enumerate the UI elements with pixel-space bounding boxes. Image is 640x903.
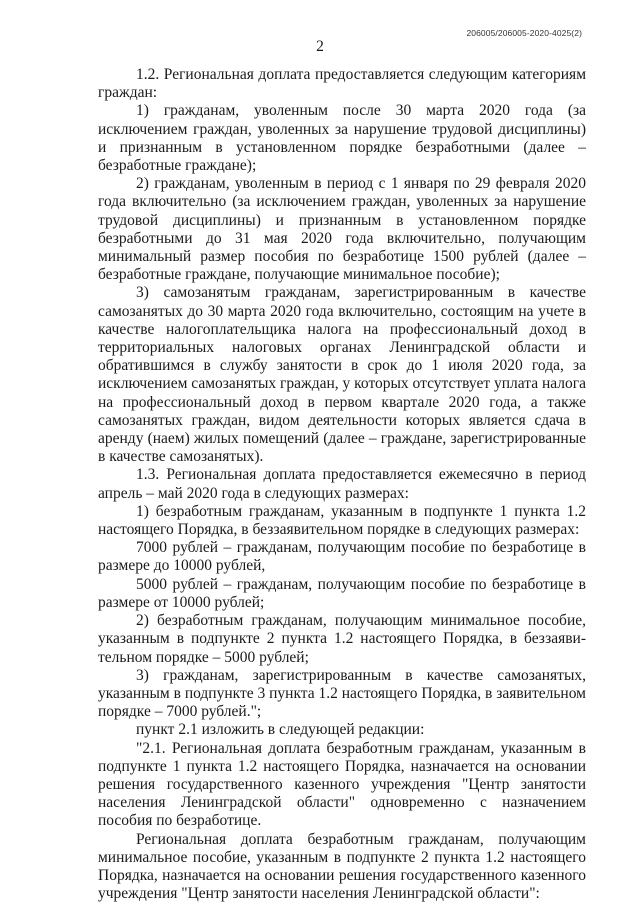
paragraph-amount-7000: 7000 рублей – гражданам, получающим пособие по безработице в размере до 10000 рублей, xyxy=(98,539,586,575)
paragraph-amendment-intro: пункт 2.1 изложить в следующей редакции: xyxy=(136,721,425,739)
paragraph-1-2-item-2: 2) гражданам, уволенным в период с 1 января по 29 февраля 2020 года включительно (за исключением граждан, уволенных за нарушение трудовой дисциплины) и признанным в установленном порядке безработными до 31 мая 2020 года включительно, получающим минимальный размер пособия по безработице 1500 рублей (далее – безработные граждане, получающие минимальное пособие); xyxy=(98,175,586,284)
paragraph-1-2-item-1: 1) гражданам, уволенным после 30 марта 2020 года (за исключением граждан, уволенных за нарушение трудовой дисциплины) и признанным в установленном порядке безработными (далее – безработные граждане); xyxy=(98,102,586,175)
page-number: 2 xyxy=(316,38,324,55)
paragraph-1-3-item-3: 3) гражданам, зарегистрированным в качестве самозанятых, указанным в подпункте 3 пункта 1.2 настоящего Порядка, в заявительном порядке – 7000 рублей."; xyxy=(98,666,586,721)
paragraph-2-1-minimal-benefit: Региональная доплата безработным гражданам, получающим минимальное пособие, указанным в подпункте 2 пункта 1.2 настоящего Порядка, назначается на основании решения государственного казенного учреждения "Центр занятости населения Ленинградской области": xyxy=(98,830,586,903)
paragraph-1-3-item-1: 1) безработным гражданам, указанным в подпункте 1 пункта 1.2 настоящего Порядка, в беззаявительном порядке в следующих размерах: xyxy=(98,502,586,539)
paragraph-2-1: "2.1. Региональная доплата безработным гражданам, указанным в подпункте 1 пункта 1.2 настоящего Порядка, назначается на основании решения государственного казенного учреждения "Центр занятости населения Ленинградской области" одновременно с назначением пособия по безработице. xyxy=(98,739,586,830)
paragraph-1-3-item-2: 2) безработным гражданам, получающим минимальное пособие, указанным в подпункте 2 пункта 1.2 настоящего Порядка, в беззаявительном порядке – 5000 рублей; xyxy=(98,612,586,666)
paragraph-amount-5000: 5000 рублей – гражданам, получающим пособие по безработице в размере от 10000 рублей; xyxy=(98,575,586,611)
paragraph-1-2-intro: 1.2. Региональная доплата предоставляется следующим категориям граждан: xyxy=(98,66,586,102)
paragraph-1-2-item-3: 3) самозанятым гражданам, зарегистрированным в качестве самозанятых до 30 марта 2020 года включительно, состоящим на учете в качестве налогоплательщика налога на профессиональный доход в территориальных налоговых органах Ленинградской области и обратившимся в службу занятости в срок до 1 июля 2020 года, за исключением самозанятых граждан, у которых отсутствует уплата налога на профессиональный доход в первом квартале 2020 года, а также самозанятых граждан, видом деятельности которых является сдача в аренду (наем) жилых помещений (далее – граждане, зарегистрированные в качестве самозанятых). xyxy=(98,284,586,466)
document-registration-code: 206005/206005-2020-4025(2) xyxy=(466,28,582,38)
paragraph-1-3-intro: 1.3. Региональная доплата предоставляется ежемесячно в период апрель – май 2020 года в следующих размерах: xyxy=(98,466,586,502)
document-body xyxy=(98,66,586,903)
